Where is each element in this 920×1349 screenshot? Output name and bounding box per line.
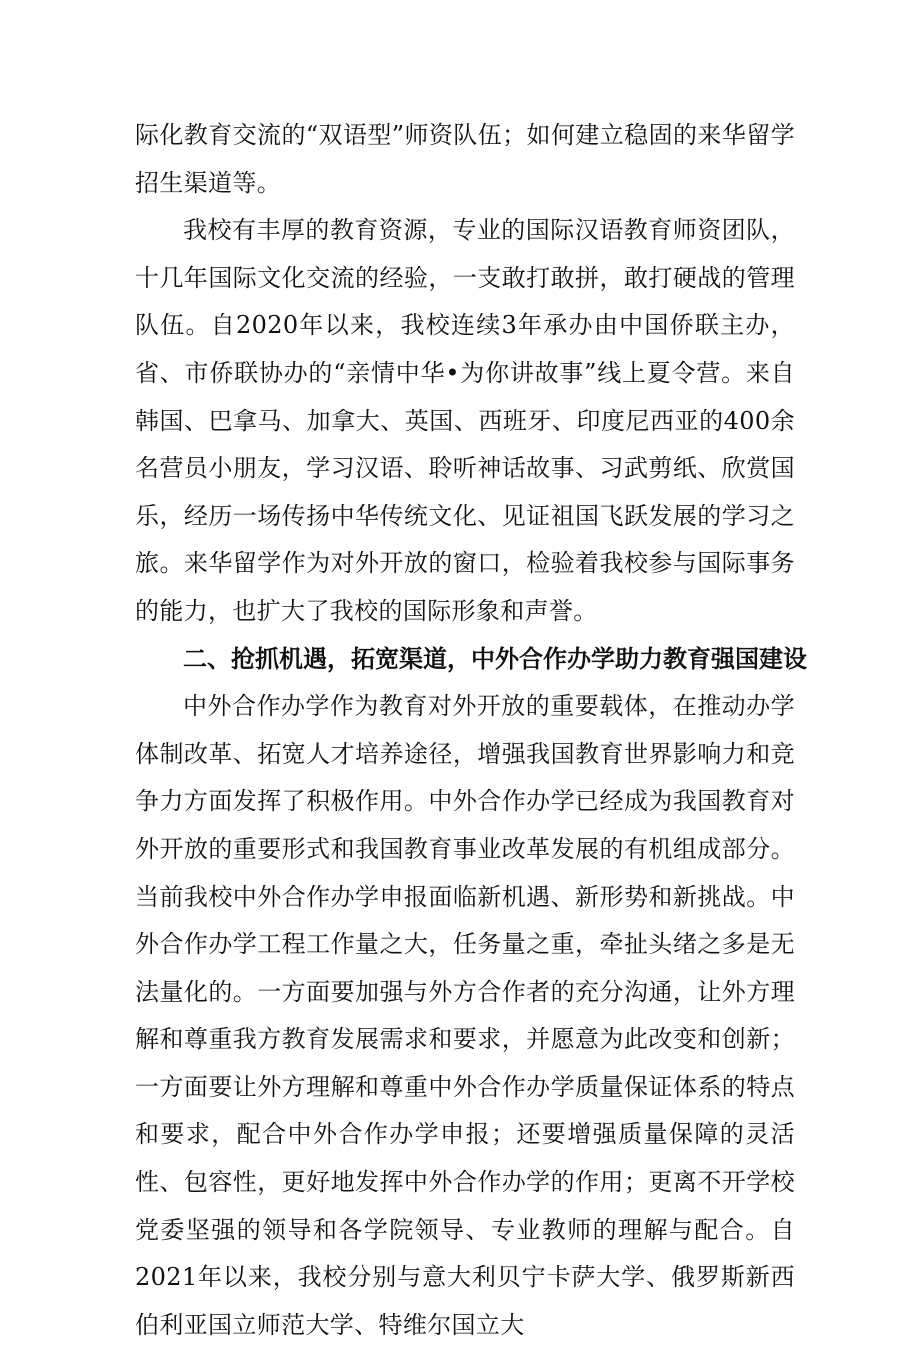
- paragraph-continuation: 际化教育交流的“双语型”师资队伍；如何建立稳固的来华留学招生渠道等。: [135, 121, 795, 197]
- paragraph-school-resources: 我校有丰厚的教育资源，专业的国际汉语教育师资团队，十几年国际文化交流的经验，一支敢打敢拼，敢打硬战的管理队伍。自2020年以来，我校连续3年承办由中国侨联主办，省、市侨联协办的“亲情中华•为你讲故事”线上夏令营。来自韩国、巴拿马、加拿大、英国、西班牙、印度尼西亚的400余名营员小朋友，学习汉语、聆听神话故事、习武剪纸、欣赏国乐，经历一场传扬中华传统文化、见证祖国飞跃发展的学习之旅。来华留学作为对外开放的窗口，检验着我校参与国际事务的能力，也扩大了我校的国际形象和声誉。: [135, 216, 795, 625]
- document-body: [135, 112, 807, 1349]
- paragraph-sino-foreign-cooperation: 中外合作办学作为教育对外开放的重要载体，在推动办学体制改革、拓宽人才培养途径，增强我国教育世界影响力和竞争力方面发挥了积极作用。中外合作办学已经成为我国教育对外开放的重要形式和我国教育事业改革发展的有机组成部分。当前我校中外合作办学申报面临新机遇、新形势和新挑战。中外合作办学工程工作量之大，任务量之重，牵扯头绪之多是无法量化的。一方面要加强与外方合作者的充分沟通，让外方理解和尊重我方教育发展需求和要求，并愿意为此改变和创新；一方面要让外方理解和尊重中外合作办学质量保证体系的特点和要求，配合中外合作办学申报；还要增强质量保障的灵活性、包容性，更好地发挥中外合作办学的作用；更离不开学校党委坚强的领导和各学院领导、专业教师的理解与配合。自2021年以来，我校分别与意大利贝宁卡萨大学、俄罗斯新西伯利亚国立师范大学、特维尔国立大: [135, 692, 795, 1339]
- section-heading: 二、抢抓机遇，拓宽渠道，中外合作办学助力教育强国建设: [183, 644, 807, 673]
